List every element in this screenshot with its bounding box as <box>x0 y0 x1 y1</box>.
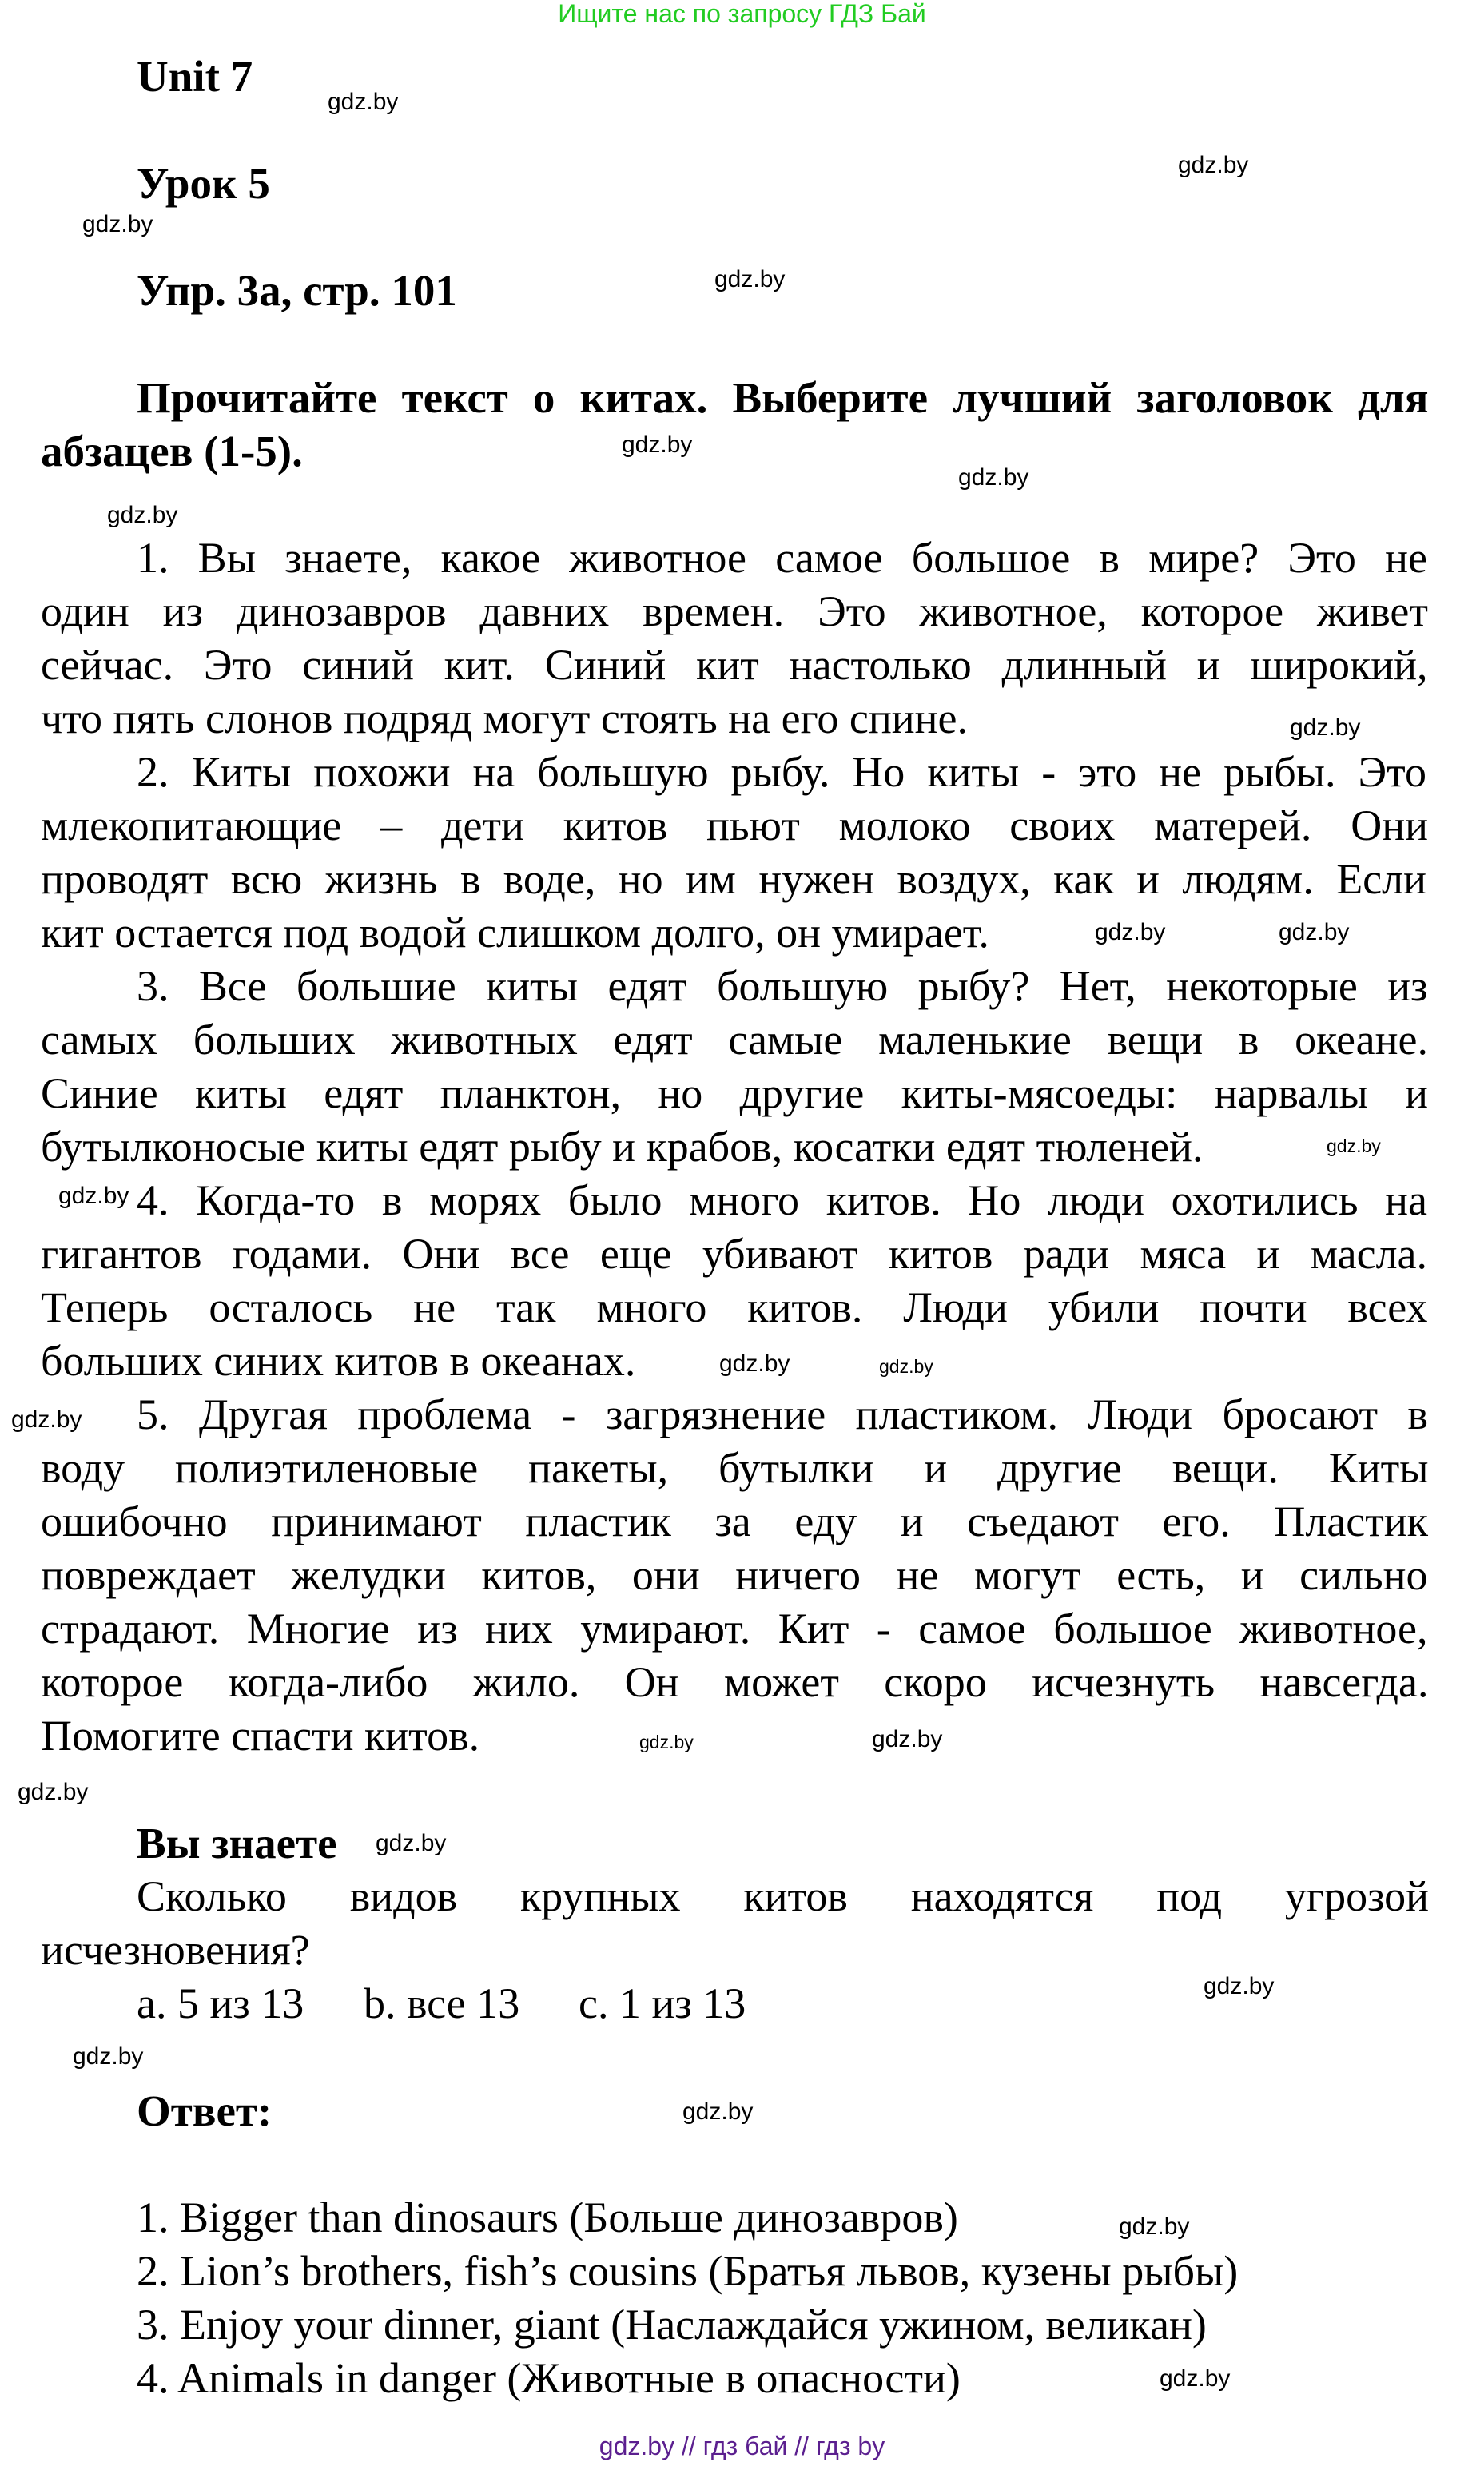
watermark: gdz.by <box>1095 919 1166 945</box>
option-b: b. все 13 <box>364 1979 520 2027</box>
line-text: проводят всю жизнь в воде, но им нужен воздух, как и людям. Если <box>41 855 1426 903</box>
document-body <box>41 50 1431 2405</box>
paragraph-5-line <box>41 1656 1431 1709</box>
line-text: 4. Когда-то в морях было много китов. Но люди охотились на <box>137 1176 1427 1224</box>
line-text: Синие киты едят планктон, но другие киты-мясоеды: нарвалы и <box>41 1069 1428 1117</box>
paragraph-5-line <box>41 1549 1431 1602</box>
blank-line <box>41 1763 1431 1816</box>
paragraph-3-line <box>41 960 1431 1013</box>
blank-line <box>41 478 1431 531</box>
line-text: 1. Вы знаете, какое животное самое большое в мире? Это не <box>137 534 1427 582</box>
line-text: 2. Киты похожи на большую рыбу. Но киты - это не рыбы. Это <box>137 748 1426 796</box>
option-a: a. 5 из 13 <box>137 1979 304 2027</box>
paragraph-4-line <box>41 1281 1431 1334</box>
watermark: gdz.by <box>82 211 153 237</box>
paragraph-4-line <box>41 1227 1431 1281</box>
paragraph-1-line <box>41 692 1431 746</box>
line-text: исчезновения? <box>41 1926 310 1974</box>
line-text: повреждает желудки китов, они ничего не могут есть, и сильно <box>41 1551 1428 1599</box>
paragraph-3-line <box>41 1013 1431 1067</box>
line-text: Прочитайте текст о китах. Выберите лучший заголовок для <box>137 373 1429 422</box>
answer-item <box>41 2298 1431 2352</box>
watermark: gdz.by <box>376 1830 447 1856</box>
answer-item <box>41 2191 1431 2245</box>
unit-heading <box>41 50 1431 103</box>
line-text: кит остается под водой слишком долго, он умирает. <box>41 909 989 957</box>
watermark: gdz.by <box>1119 2213 1190 2240</box>
paragraph-5-line <box>41 1602 1431 1656</box>
line-text: Unit 7 <box>137 52 253 101</box>
watermark: gdz.by <box>73 2043 144 2070</box>
line-text: 5. Другая проблема - загрязнение пластиком. Люди бросают в <box>137 1390 1428 1438</box>
paragraph-1-line <box>41 638 1431 692</box>
watermark: gdz.by <box>879 1356 933 1377</box>
paragraph-3-line <box>41 1067 1431 1120</box>
watermark: gdz.by <box>107 502 178 528</box>
question-line <box>41 1870 1431 1923</box>
answer-item <box>41 2245 1431 2298</box>
line-text: которое когда-либо жило. Он может скоро исчезнуть навсегда. <box>41 1658 1429 1706</box>
line-text: страдают. Многие из них умирают. Кит - самое большое животное, <box>41 1605 1428 1653</box>
watermark: gdz.by <box>1160 2365 1231 2392</box>
watermark: gdz.by <box>958 464 1029 491</box>
line-text: бутылконосые киты едят рыбу и крабов, косатки едят тюленей. <box>41 1123 1204 1171</box>
did-you-know-heading <box>41 1816 1431 1870</box>
watermark: gdz.by <box>622 432 693 458</box>
blank-line <box>41 103 1431 157</box>
line-text: что пять слонов подряд могут стоять на его спине. <box>41 694 969 742</box>
watermark: gdz.by <box>1178 152 1249 178</box>
question-line <box>41 1923 1431 1977</box>
line-text: 3. Enjoy your dinner, giant (Наслаждайся ужином, великан) <box>137 2301 1207 2349</box>
line-text: сейчас. Это синий кит. Синий кит настолько длинный и широкий, <box>41 641 1428 689</box>
watermark: gdz.by <box>58 1183 129 1209</box>
line-text: Сколько видов крупных китов находятся под угрозой <box>137 1872 1429 1920</box>
blank-line <box>41 2138 1431 2191</box>
watermark: gdz.by <box>1279 919 1350 945</box>
blank-line <box>41 2030 1431 2084</box>
paragraph-1-line <box>41 585 1431 638</box>
paragraph-5-line <box>41 1388 1431 1442</box>
search-banner[interactable]: Ищите нас по запросу ГДЗ Бай <box>558 0 926 28</box>
blank-line <box>41 317 1431 371</box>
line-text: 1. Bigger than dinosaurs (Больше динозавров) <box>137 2194 958 2241</box>
line-text: 3. Все большие киты едят большую рыбу? Нет, некоторые из <box>137 962 1428 1010</box>
watermark: gdz.by <box>328 89 399 115</box>
watermark: gdz.by <box>1204 1973 1275 1999</box>
line-text: Вы знаете <box>137 1819 337 1867</box>
line-text: 2. Lion’s brothers, fish’s cousins (Братья львов, кузены рыбы) <box>137 2247 1239 2295</box>
watermark: gdz.by <box>682 2098 754 2125</box>
watermark: gdz.by <box>1327 1136 1381 1156</box>
line-text: Теперь осталось не так много китов. Люди убили почти всех <box>41 1283 1428 1331</box>
line-text: гигантов годами. Они все еще убивают китов ради мяса и масла. <box>41 1230 1427 1278</box>
line-text: ошибочно принимают пластик за еду и съедают его. Пластик <box>41 1497 1428 1545</box>
paragraph-5-line <box>41 1709 1431 1763</box>
paragraph-4-line <box>41 1174 1431 1227</box>
instruction-line <box>41 424 1431 478</box>
line-text: больших синих китов в океанах. <box>41 1337 636 1385</box>
line-text: Ответ: <box>137 2086 273 2135</box>
line-text: Упр. 3а, стр. 101 <box>137 266 457 315</box>
watermark: gdz.by <box>639 1732 694 1752</box>
paragraph-5-line <box>41 1442 1431 1495</box>
line-text: абзацев (1-5). <box>41 427 303 475</box>
paragraph-1-line <box>41 531 1431 585</box>
line-text: самых больших животных едят самые маленькие вещи в океане. <box>41 1016 1428 1064</box>
line-text: воду полиэтиленовые пакеты, бутылки и другие вещи. Киты <box>41 1444 1429 1492</box>
line-text: 4. Animals in danger (Животные в опасности) <box>137 2354 961 2402</box>
watermark: gdz.by <box>11 1406 82 1433</box>
paragraph-2-line <box>41 853 1431 906</box>
instruction-line <box>41 371 1431 424</box>
footer-links[interactable]: gdz.by // гдз бай // гдз by <box>599 2432 885 2460</box>
line-text: млекопитающие – дети китов пьют молоко своих матерей. Они <box>41 801 1428 849</box>
paragraph-5-line <box>41 1495 1431 1549</box>
watermark: gdz.by <box>1290 714 1361 741</box>
paragraph-2-line <box>41 746 1431 799</box>
watermark: gdz.by <box>872 1726 943 1752</box>
blank-line <box>41 210 1431 264</box>
paragraph-2-line <box>41 906 1431 960</box>
watermark: gdz.by <box>719 1350 790 1377</box>
line-text: Помогите спасти китов. <box>41 1712 480 1760</box>
option-c: c. 1 из 13 <box>579 1979 746 2027</box>
line-text: Урок 5 <box>137 159 270 208</box>
paragraph-3-line <box>41 1120 1431 1174</box>
watermark: gdz.by <box>18 1779 89 1805</box>
watermark: gdz.by <box>714 266 786 292</box>
paragraph-2-line <box>41 799 1431 853</box>
line-text: один из динозавров давних времен. Это животное, которое живет <box>41 587 1428 635</box>
